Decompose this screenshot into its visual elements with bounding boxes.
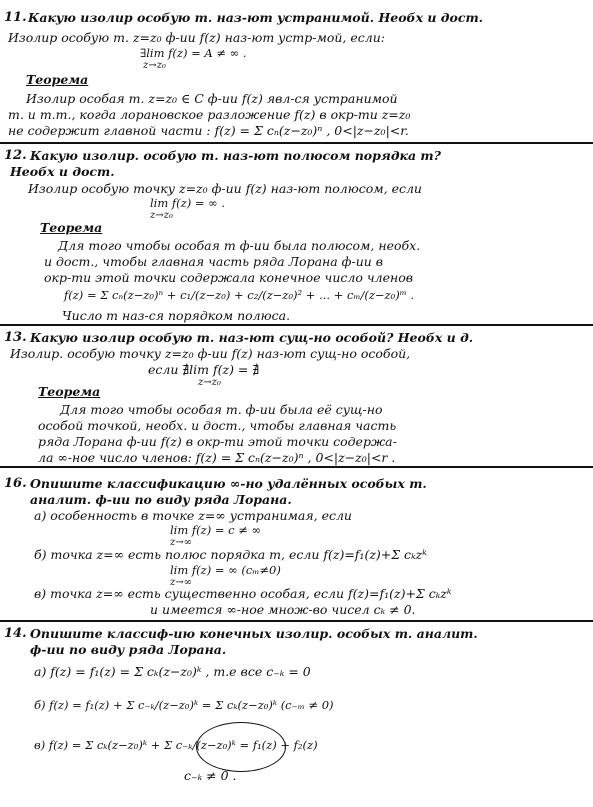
theorem-line: ла ∞-ное число членов: f(z) = Σ cₙ(z−z₀)ⁿ , 0<|z−z₀|<r . [38, 450, 396, 465]
section-number: 13. [4, 330, 27, 345]
section-number: 16. [4, 476, 27, 491]
question-line: ф-ии по виду ряда Лорана. [30, 642, 227, 657]
circled-principal-part [196, 722, 286, 772]
theorem-line: не содержит главной части : f(z) = Σ cₙ(z−z₀)ⁿ , 0<|z−z₀|<r. [8, 123, 409, 138]
limit-expression: lim f(z) = ∞ (cₘ≠0) [170, 563, 281, 577]
section-16 [0, 468, 593, 618]
limit-subscript: z→z₀ [143, 60, 166, 71]
theorem-label: Теорема [26, 72, 89, 87]
case-c-note: c₋ₖ ≠ 0 . [184, 768, 237, 783]
theorem-line: окр-ти этой точки содержала конечное число членов [44, 270, 414, 285]
question-line: аналит. ф-ии по виду ряда Лорана. [30, 492, 292, 507]
section-12 [0, 144, 593, 324]
limit-expression: lim f(z) = c ≠ ∞ [170, 523, 262, 537]
theorem-line: Изолир особая т. z=z₀ ∈ C ф-ии f(z) явл-ся устранимой [26, 91, 398, 106]
question-line: Опишите классиф-ию конечных изолир. особых т. аналит. [30, 626, 478, 641]
theorem-line: особой точкой, необх. и дост., чтобы главная часть [38, 418, 397, 433]
theorem-label: Теорема [40, 220, 103, 235]
limit-subscript: z→z₀ [198, 377, 221, 388]
section-11 [0, 0, 593, 140]
case-c-line: в) точка z=∞ есть существенно особая, если f(z)=f₁(z)+Σ cₖzᵏ [34, 586, 452, 601]
theorem-label: Теорема [38, 384, 101, 399]
definition-line: Изолир. особую точку z=z₀ ф-ии f(z) наз-ют сущ-но особой, [10, 346, 411, 361]
question-line: Какую изолир особую т. наз-ют устранимой. Необх и дост. [28, 10, 484, 25]
theorem-line: Для того чтобы особая т ф-ии была полюсом, необх. [58, 238, 421, 253]
limit-expression: lim f(z) = ∞ . [150, 196, 226, 210]
limit-expression: ∃lim f(z) = A ≠ ∞ . [140, 46, 247, 60]
case-b-line: б) точка z=∞ есть полюс порядка m, если f(z)=f₁(z)+Σ cₖzᵏ [34, 547, 427, 562]
case-b-line: б) f(z) = f₁(z) + Σ c₋ₖ/(z−z₀)ᵏ = Σ cₖ(z−z₀)ᵏ (c₋ₘ ≠ 0) [34, 698, 334, 712]
theorem-line: ряда Лорана ф-ии f(z) в окр-ти этой точки содержа- [38, 434, 397, 449]
limit-expression: если ∄lim f(z) = ∄ [148, 362, 260, 377]
limit-subscript: z→∞ [170, 577, 192, 588]
theorem-line: и дост., чтобы главная часть ряда Лорана ф-ии в [44, 254, 384, 269]
case-a-line: а) особенность в точке z=∞ устранимая, если [34, 508, 352, 523]
section-number: 14. [4, 626, 27, 641]
case-c-line: и имеется ∞-ное множ-во чисел cₖ ≠ 0. [150, 602, 416, 617]
case-a-line: а) f(z) = f₁(z) = Σ cₖ(z−z₀)ᵏ , т.е все c₋ₖ = 0 [34, 664, 311, 679]
question-line: Какую изолир особую т. наз-ют сущ-но особой? Необх и д. [30, 330, 474, 345]
section-14 [0, 622, 593, 807]
case-c-line: в) f(z) = Σ cₖ(z−z₀)ᵏ + Σ c₋ₖ/(z−z₀)ᵏ = f₁(z) + f₂(z) [34, 738, 318, 752]
definition-line: Изолир особую точку z=z₀ ф-ии f(z) наз-ют полюсом, если [28, 181, 422, 196]
definition-line: Изолир особую т. z=z₀ ф-ии f(z) наз-ют устр-мой, если: [8, 30, 385, 45]
limit-subscript: z→∞ [170, 537, 192, 548]
question-line: Опишите классификацию ∞-но удалённых особых т. [30, 476, 427, 491]
section-13 [0, 326, 593, 466]
theorem-line: Для того чтобы особая т. ф-ии была её сущ-но [60, 402, 383, 417]
question-line: Необх и дост. [10, 164, 115, 179]
question-line: Какую изолир. особую т. наз-ют полюсом порядка m? [30, 148, 441, 163]
theorem-line: т. и т.т., когда лорановское разложение f(z) в окр-ти z=z₀ [8, 107, 411, 122]
laurent-formula: f(z) = Σ cₙ(z−z₀)ⁿ + c₁/(z−z₀) + c₂/(z−z₀)² + ... + cₘ/(z−z₀)ᵐ . [64, 288, 415, 302]
section-number: 12. [4, 148, 27, 163]
limit-subscript: z→z₀ [150, 210, 173, 221]
section-number: 11. [4, 10, 27, 25]
theorem-line: Число m наз-ся порядком полюса. [62, 308, 291, 323]
